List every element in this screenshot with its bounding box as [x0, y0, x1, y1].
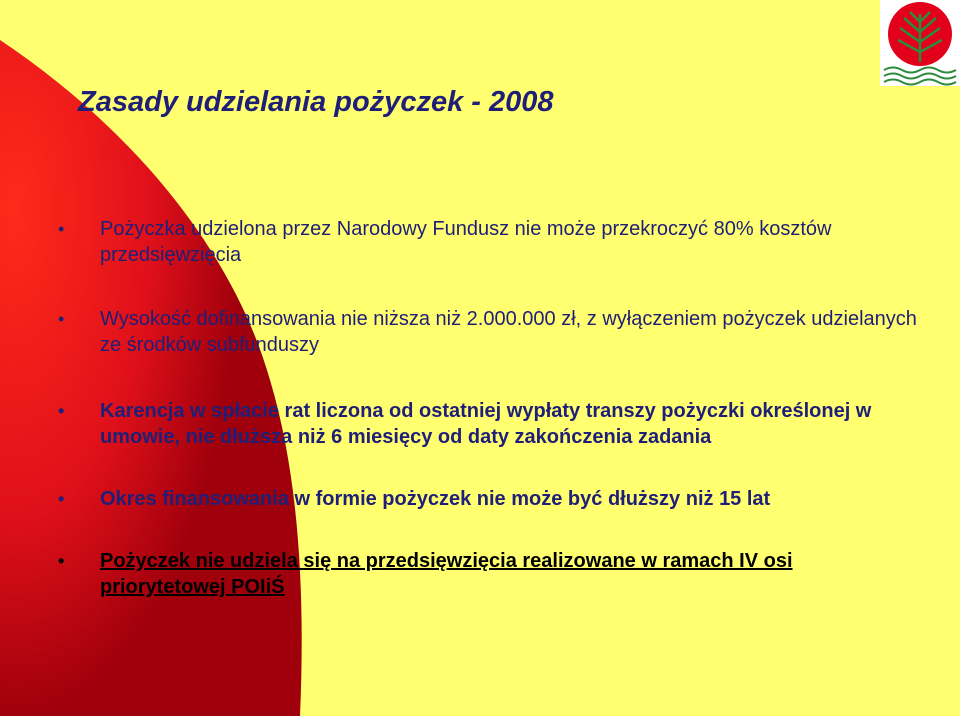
list-item-text: Pożyczka udzielona przez Narodowy Fundusz nie może przekroczyć 80% kosztów przedsięwzięcia [100, 218, 832, 266]
bullet-list [58, 216, 918, 600]
logo-icon [880, 0, 960, 86]
list-item [58, 486, 918, 512]
list-item [58, 306, 918, 358]
list-item-text: Karencja w spłacie rat liczona od ostatniej wypłaty transzy pożyczki określonej w umowie, nie dłuższa niż 6 miesięcy od daty zakończenia zadania [100, 400, 872, 448]
list-item [58, 216, 918, 268]
bullet-icon: • [58, 309, 65, 329]
slide-title: Zasady udzielania pożyczek - 2008 [78, 86, 554, 118]
bullet-icon: • [58, 551, 65, 571]
bullet-icon: • [58, 489, 65, 509]
list-item-text: Wysokość dofinansowania nie niższa niż 2.000.000 zł, z wyłączeniem pożyczek udzielanych ze środków subfunduszy [100, 308, 917, 356]
list-item [58, 398, 918, 450]
bullet-icon: • [58, 219, 65, 239]
list-item-text: Okres finansowania w formie pożyczek nie może być dłuższy niż 15 lat [100, 488, 771, 510]
list-item [58, 548, 918, 600]
list-item-text: Pożyczek nie udziela się na przedsięwzięcia realizowane w ramach IV osi priorytetowej POIiŚ [100, 550, 793, 598]
bullet-icon: • [58, 401, 65, 421]
